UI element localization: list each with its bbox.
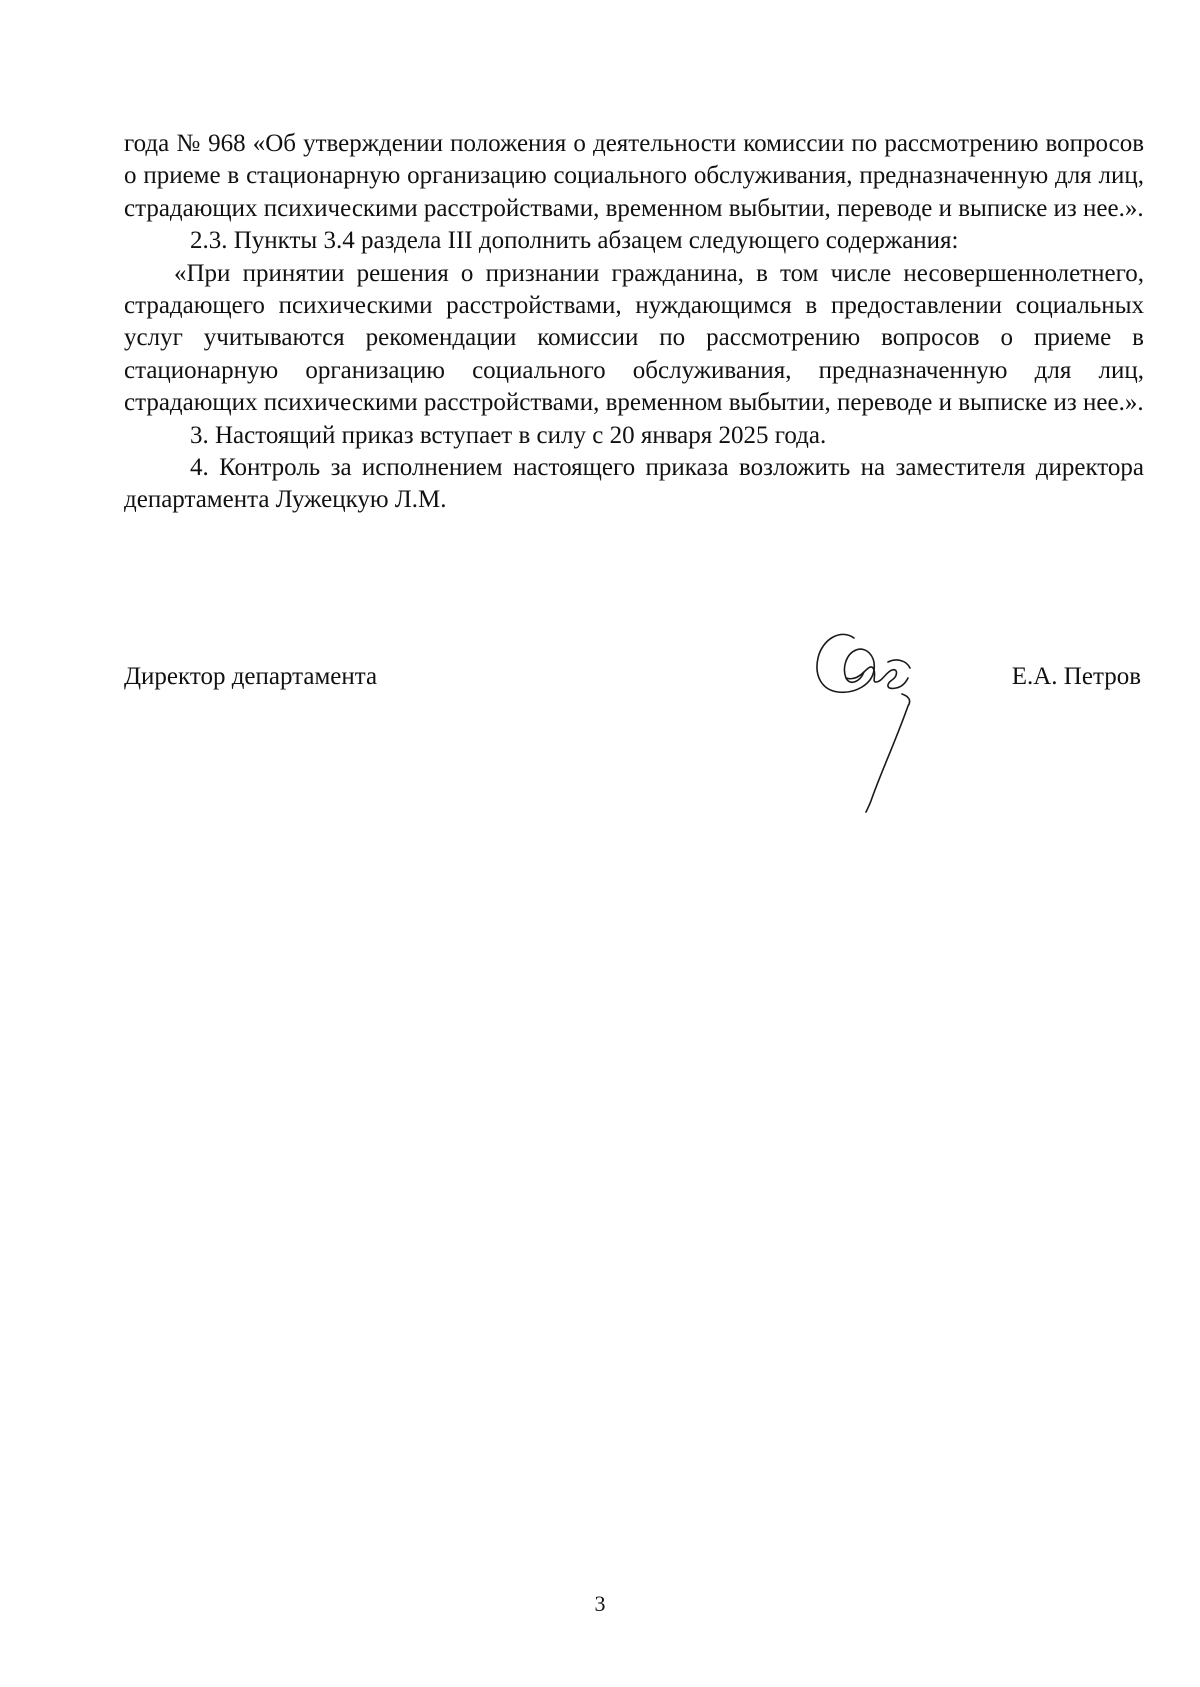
page-number: 3 xyxy=(594,1591,606,1616)
paragraph-quote: «При принятии решения о признании гражданина, в том числе несовершеннолетнего, страдающего психическими расстройствами, нуждающимся в предоставлении социальных услуг учитываются рекомендации комиссии по рассмотрению вопросов о приеме в стационарную организацию социального обслуживания, предназначенную для лиц, страдающих психическими расстройствами, временном выбытии, переводе и выписке из нее.». xyxy=(124,259,1144,417)
paragraph-item-2-3: 2.3. Пункты 3.4 раздела III дополнить абзацем следующего содержания: xyxy=(190,227,959,255)
paragraph-continuation: года № 968 «Об утверждении положения о деятельности комиссии по рассмотрению вопросов о приеме в стационарную организацию социального обслуживания, предназначенную для лиц, страдающих психическими расстройствами, временном выбытии, переводе и выписке из нее.». xyxy=(124,130,1144,222)
signature-block xyxy=(124,661,1144,701)
handwritten-signature xyxy=(812,620,942,815)
signatory-title: Директор департамента xyxy=(124,663,378,690)
paragraph-item-4: 4. Контроль за исполнением настоящего приказа возложить на заместителя директора департамента Лужецкую Л.М. xyxy=(124,454,1144,514)
signatory-name: Е.А. Петров xyxy=(1011,663,1141,690)
document-body xyxy=(124,128,1144,517)
paragraph-item-3: 3. Настоящий приказ вступает в силу с 20 января 2025 года. xyxy=(190,421,827,449)
